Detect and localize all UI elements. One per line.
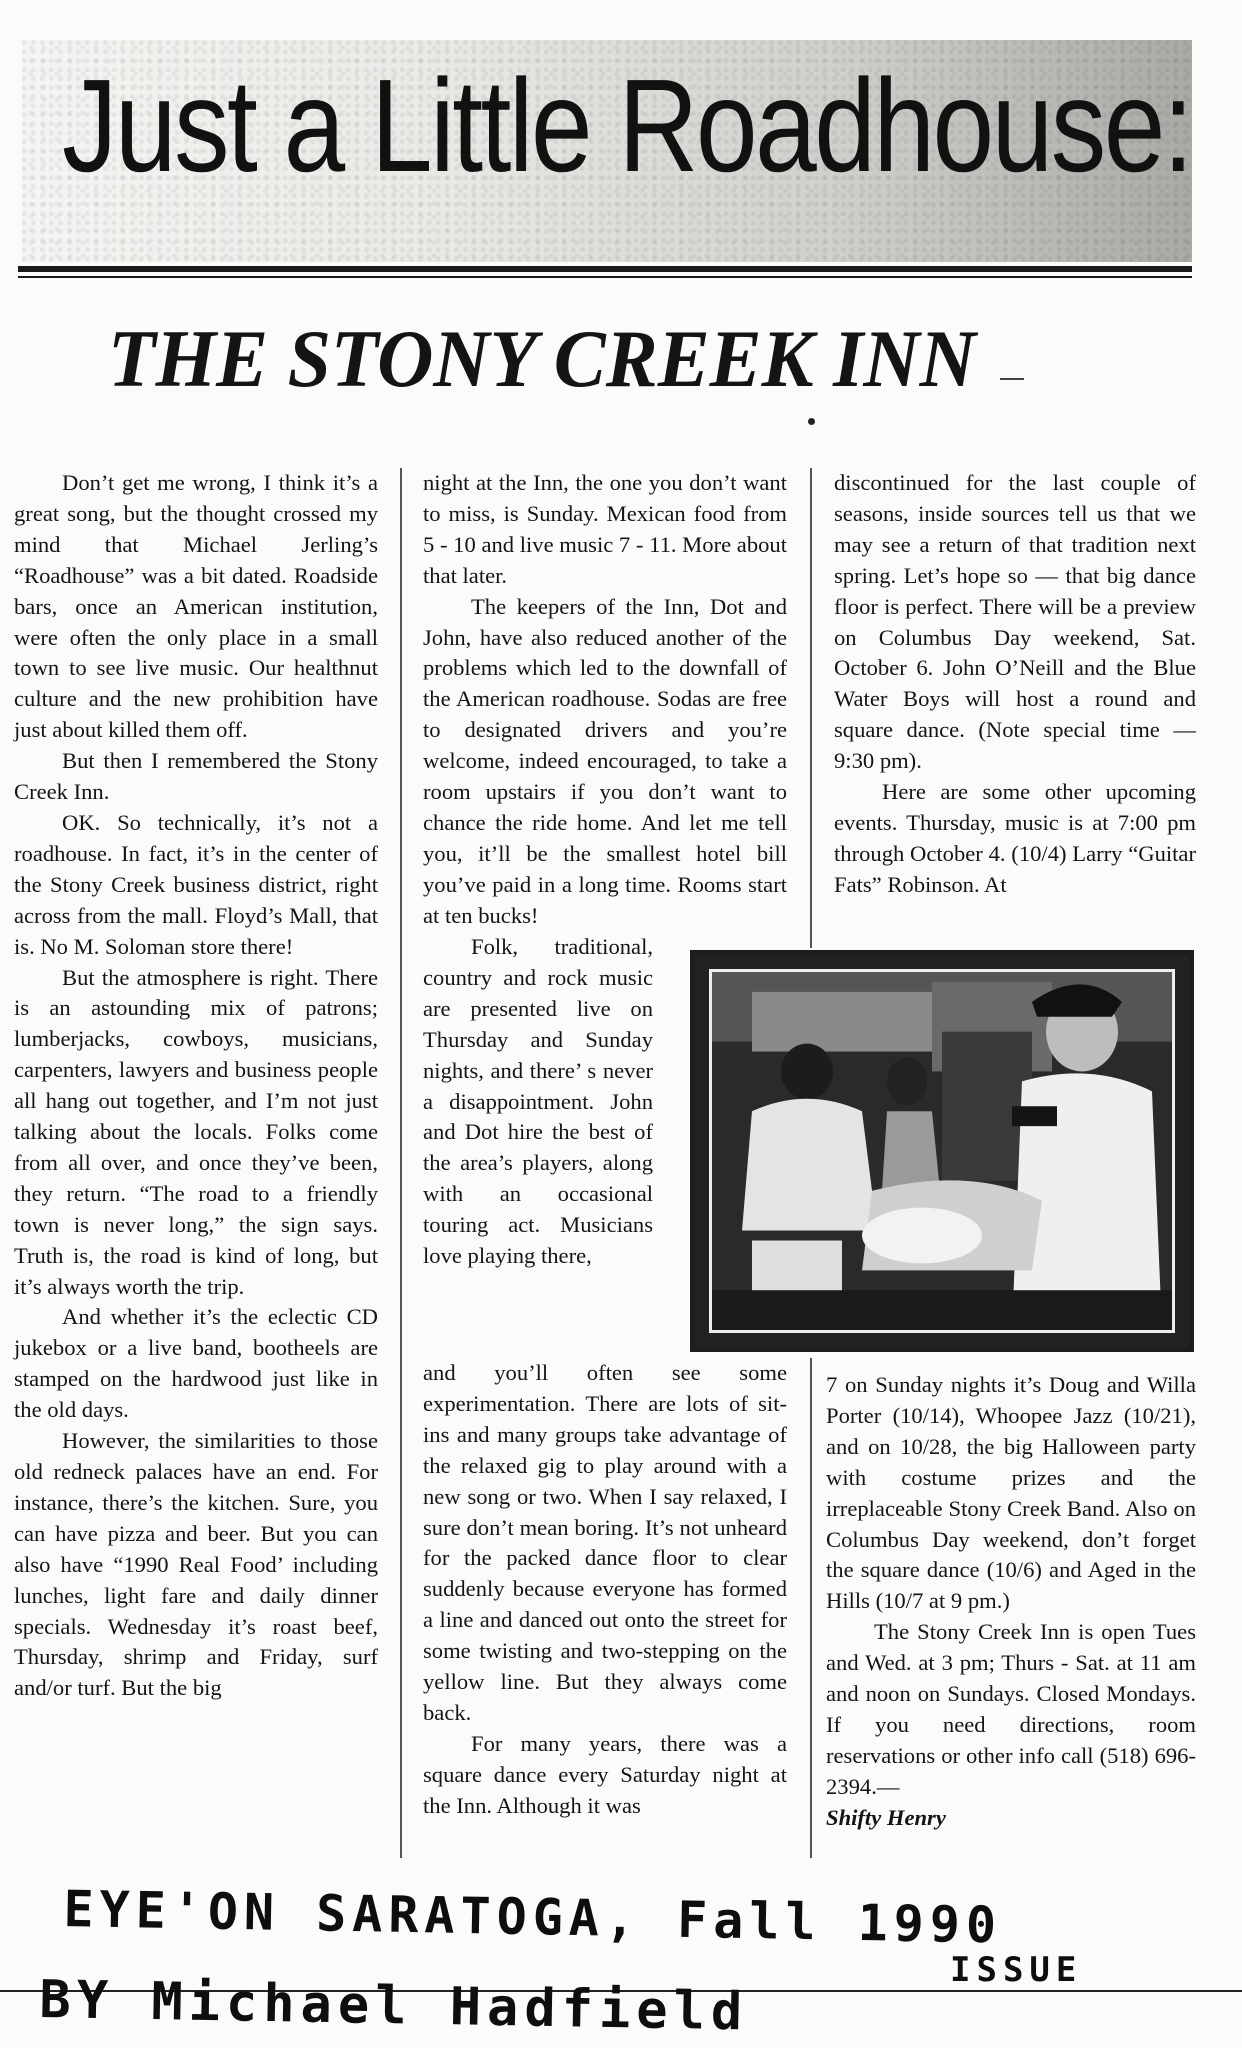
paragraph: The Stony Creek Inn is open Tues and Wed. at 3 pm; Thurs - Sat. at 11 am and noon on Sundays. Closed Mondays. If you need directions, room reservations or other info call (518) 696-2394.— — [826, 1619, 1196, 1799]
paragraph: And whether it’s the eclectic CD jukebox or a live band, bootheels are stamped on the hardwood just like in the old days. — [14, 1304, 378, 1423]
paragraph: 7 on Sunday nights it’s Doug and Willa Porter (10/14), Whoopee Jazz (10/21), and on 10/28, the big Halloween party with costume prizes and the irreplaceable Stony Creek Band. Also on Columbus Day weekend, don’t forget the square dance (10/6) and Aged in the Hills (10/7 at 9 pm.) — [826, 1372, 1196, 1614]
paragraph: For many years, there was a square dance every Saturday night at the Inn. Although it was — [423, 1730, 787, 1818]
column-divider-2-top — [810, 468, 812, 948]
paragraph: The keepers of the Inn, Dot and John, have also reduced another of the problems which led to the downfall of the American roadhouse. Sodas are free to designated drivers and you’re welcome, indeed encouraged, to take a room upstairs if you don’t want to chance the ride home. And let me tell you, it’ll be the smallest hotel bill you’ve paid in a long time. Rooms start at ten bucks! — [423, 593, 787, 928]
article-column-3 — [834, 468, 1196, 901]
handwritten-note-author: BY Michael Hadfield — [38, 1970, 749, 2043]
paragraph: Here are some other upcoming events. Thursday, music is at 7:00 pm through October 4. (10/4) Larry “Guitar Fats” Robinson. At — [834, 779, 1196, 897]
masthead-banner — [22, 40, 1192, 262]
paragraph: night at the Inn, the one you don’t want to miss, is Sunday. Mexican food from 5 - 10 and live music 7 - 11. More about that later. — [423, 470, 787, 588]
paragraph: However, the similarities to those old redneck palaces have an end. For instance, there’s the kitchen. Sure, you can have pizza and beer. But you can also have “1990 Real Food’ including lunches, light fare and daily dinner specials. Wednesday it’s roast beef, Thursday, shrimp and Friday, surf and/or turf. But the big — [14, 1428, 378, 1701]
masthead-rule-thick — [18, 266, 1192, 272]
masthead-rule-thin — [18, 276, 1192, 278]
photo-frame — [709, 969, 1175, 1333]
article-column-3-lower — [826, 1370, 1196, 1834]
decorative-dash — [1000, 378, 1024, 380]
column-divider-2-bottom — [810, 1358, 812, 1858]
paragraph: OK. So technically, it’s not a roadhouse. In fact, it’s in the center of the Stony Creek business district, right across from the mall. Floyd’s Mall, that is. No M. Soloman store there! — [14, 809, 378, 959]
paragraph: and you’ll often see some experimentation. There are lots of sit-ins and many groups take advantage of the relaxed gig to play around with a new song or two. When I say relaxed, I sure don’t mean boring. It’s not unheard for the packed dance floor to clear suddenly because everyone has formed a line and danced out onto the street for some twisting and two-stepping on the yellow line. But they always come back. — [423, 1360, 787, 1725]
article-headline: THE STONY CREEK INN — [108, 313, 976, 404]
handwritten-note-issue: ISSUE — [950, 1950, 1083, 1990]
author-byline: Shifty Henry — [826, 1804, 946, 1830]
article-column-2-lower — [423, 1358, 787, 1822]
kitchen-photo — [690, 950, 1194, 1352]
paragraph: Don’t get me wrong, I think it’s a great song, but the thought crossed my mind that Michael Jerling’s “Roadhouse” was a bit dated. Roadside bars, once an American institution, were often the only place in a small town to see live music. Our healthnut culture and the new prohibition have just about killed them off. — [14, 470, 378, 743]
article-column-2 — [423, 468, 787, 932]
decorative-dot — [808, 418, 815, 425]
paragraph: discontinued for the last couple of seasons, inside sources tell us that we may see a return of that tradition next spring. Let’s hope so — that big dance floor is perfect. There will be a preview on Columbus Day weekend, Sat. October 6. John O’Neill and the Blue Water Boys will host a round and square dance. (Note special time — 9:30 pm). — [834, 470, 1196, 774]
photo-illustration — [712, 972, 1172, 1330]
article-column-2-wrap — [423, 932, 653, 1272]
masthead-title: Just a Little Roadhouse: — [62, 52, 1192, 199]
handwritten-note-source: EYE'ON SARATOGA, Fall 1990 — [62, 1880, 1003, 1955]
column-divider-1 — [400, 468, 402, 1858]
paragraph: But the atmosphere is right. There is an astounding mix of patrons; lumberjacks, cowboys, musicians, carpenters, lawyers and business people all hang out together, and I’m not just talking about the locals. Folks come from all over, and once they’ve been, they return. “The road to a friendly town is never long,” the sign says. Truth is, the road is kind of long, but it’s always worth the trip. — [14, 964, 378, 1299]
paragraph: But then I remembered the Stony Creek Inn. — [14, 748, 378, 805]
paragraph: Folk, traditional, country and rock music are presented live on Thursday and Sunday nights, and there’ s never a disappointment. John and Dot hire the best of the area’s players, along with an occasional touring act. Musicians love playing there, — [423, 934, 653, 1269]
article-column-1 — [14, 468, 378, 1704]
